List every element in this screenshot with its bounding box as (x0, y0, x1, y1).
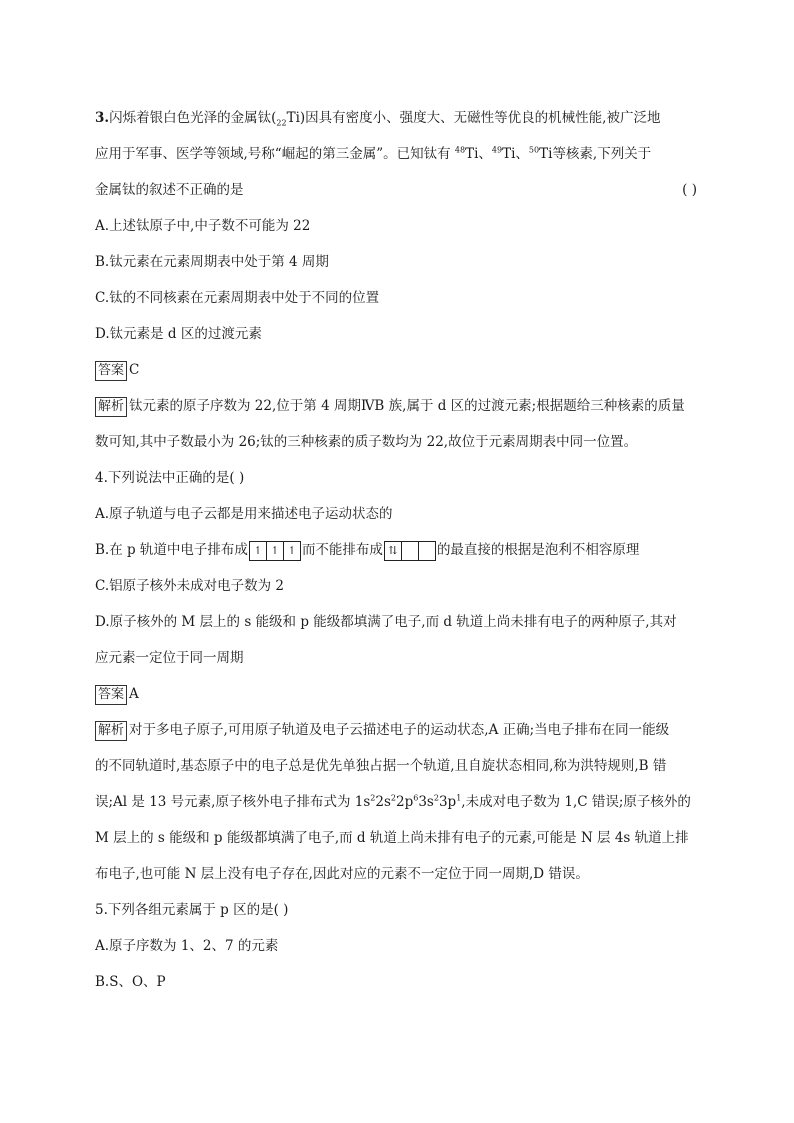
q3-option-a: A.上述钛原子中,中子数不可能为 22 (95, 218, 311, 234)
up-arrow-icon: ↿ (287, 543, 297, 557)
q4-stem: 4.下列说法中正确的是( ) (95, 470, 245, 486)
q3-option-c: C.钛的不同核素在元素周期表中处于不同的位置 (95, 290, 380, 306)
up-arrow-icon: ↿ (267, 542, 284, 560)
answer-blank: ( ) (682, 182, 697, 198)
q4-option-d-line1: D.原子核外的 M 层上的 s 能级和 p 能级都填满了电子,而 d 轨道上尚未排有电子的两种原子,其对 (95, 614, 677, 630)
orbital-diagram-paired (384, 541, 436, 561)
q3-stem-line1: 3.闪烁着银白色光泽的金属钛$(_{22}Ti)$因具有密度小、强度大、无磁性等优良的机械性能,被广泛地 (95, 110, 661, 128)
q5-stem: 5.下列各组元素属于 p 区的是( ) (95, 902, 289, 918)
q5-option-a: A.原子序数为 1、2、7 的元素 (95, 938, 279, 954)
q3-option-b: B.钛元素在元素周期表中处于第 4 周期 (95, 254, 329, 270)
q3-option-d: D.钛元素是 d 区的过渡元素 (95, 326, 262, 342)
q4-option-d-line2: 应元素一定位于同一周期 (95, 650, 244, 666)
up-down-arrow-icon: ⇅ (385, 542, 402, 560)
answer-tag: 答案 (95, 361, 127, 381)
q3-stem-line3: 金属钛的叙述不正确的是 ( ) (95, 172, 705, 208)
q4-analysis-line4: M 层上的 s 能级和 p 能级都填满了电子,而 d 轨道上尚未排有电子的元素,可能是 N 层 4s 轨道上排 (95, 830, 689, 846)
q4-analysis-line5: 布电子,也可能 N 层上没有电子存在,因此对应的元素不一定位于同一周期,D 错误。 (95, 866, 589, 882)
q3-stem-line2: 应用于军事、医学等领域,号称“崛起的第三金属”。已知钛有 $^{48}$Ti、$^{49}$Ti、$^{50}$Ti等核素,下列关于 (95, 145, 652, 162)
q3-analysis-line1: 解析 钛元素的原子序数为 22,位于第 4 周期ⅣB 族,属于 d 区的过渡元素;根据题给三种核素的质量 (95, 388, 705, 424)
q4-option-b: B.在 p 轨道中电子排布成 ↿ ↿ ↿ 而不能排布成 ⇅ 的最直接的根据是泡利不相容原理 (95, 532, 705, 568)
q4-option-a: A.原子轨道与电子云都是用来描述电子运动状态的 (95, 506, 393, 522)
q3-number: 3. (95, 110, 110, 126)
answer-value: C (129, 362, 140, 378)
q4-analysis-line1: 解析 对于多电子原子,可用原子轨道及电子云描述电子的运动状态,A 正确;当电子排布在同一能级 (95, 712, 705, 748)
empty-orbital (419, 542, 435, 560)
orbital-diagram-hund (249, 541, 301, 561)
q3-analysis-line2: 数可知,其中子数最小为 26;钛的三种核素的质子数均为 22,故位于元素周期表中同一位置。 (95, 434, 638, 450)
q4-analysis-line3: 误;Al 是 13 号元素,原子核外电子排布式为 $1s^22s^22p^63s^23p^1$,未成对电子数为 1,C 错误;原子核外的 (95, 793, 691, 810)
q4-option-c: C.铝原子核外未成对电子数为 2 (95, 578, 285, 594)
analysis-tag: 解析 (95, 397, 127, 417)
empty-orbital (402, 542, 419, 560)
q5-option-b: B.S、O、P (95, 974, 166, 990)
q4-answer (95, 676, 705, 712)
analysis-tag: 解析 (95, 721, 127, 741)
answer-tag: 答案 (95, 685, 127, 705)
q4-analysis-line2: 的不同轨道时,基态原子中的电子总是优先单独占据一个轨道,且自旋状态相同,称为洪特规则,B 错 (95, 758, 667, 774)
q3-answer (95, 352, 705, 388)
answer-value: A (129, 686, 139, 702)
up-arrow-icon: ↿ (250, 542, 267, 560)
document-page (95, 100, 705, 1000)
